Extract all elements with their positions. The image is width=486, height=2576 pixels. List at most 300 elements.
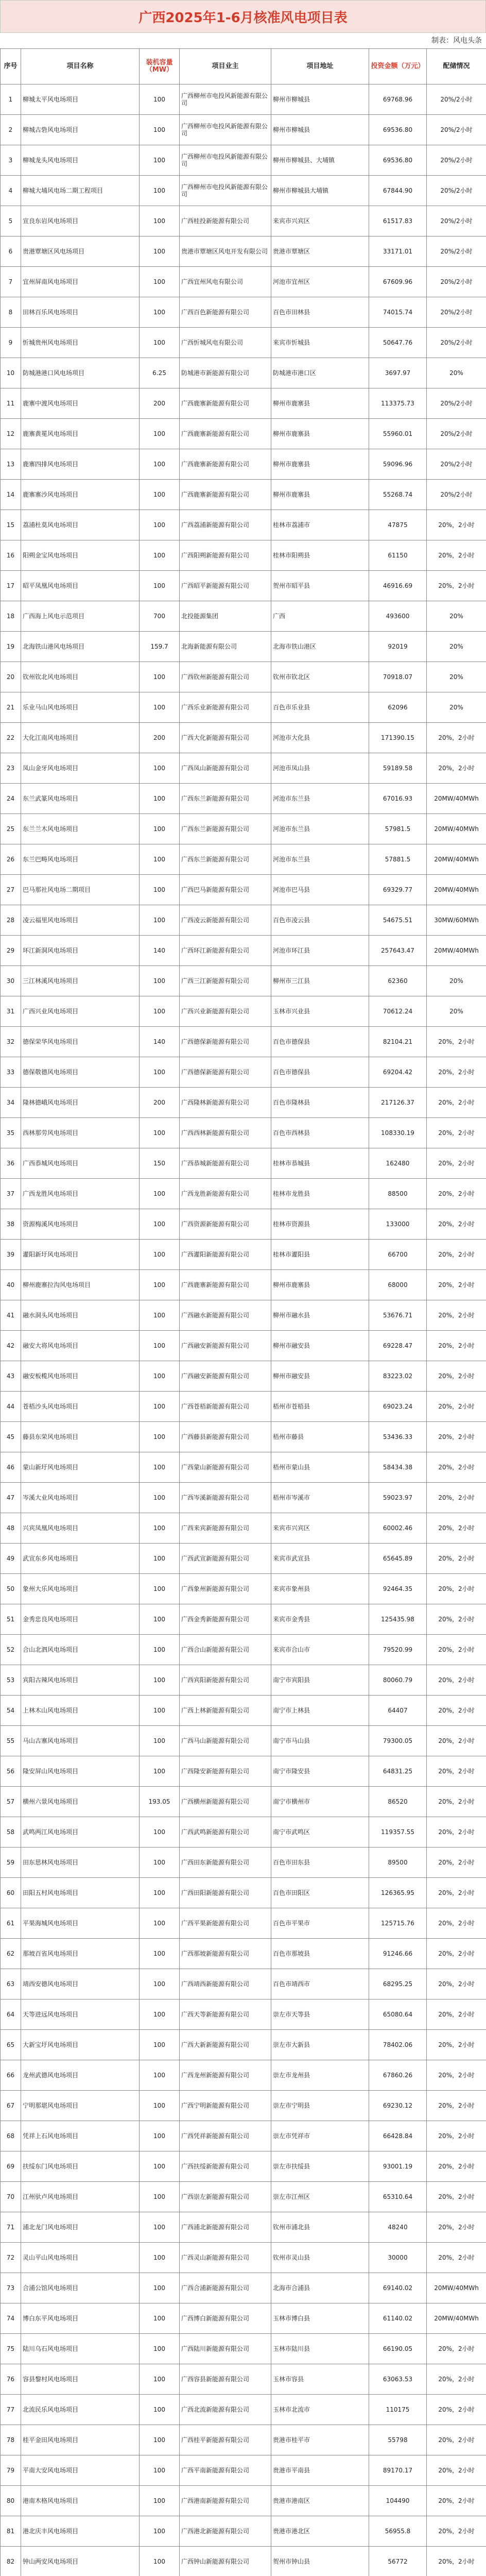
storage-cell: 20%，2小时 [427,2364,486,2395]
owner-cell: 广西合浦新能源有限公司 [180,2273,271,2303]
location-cell: 梧州市藤县 [271,1422,369,1452]
storage-cell: 20%/2小时 [427,449,486,480]
investment-cell: 48240 [369,2212,427,2243]
storage-cell: 20%，2小时 [427,1696,486,1726]
project-name-cell: 广西兴业风电场项目 [21,996,140,1027]
location-cell: 梧州市岑溪市 [271,1483,369,1513]
storage-cell: 20% [427,966,486,996]
owner-cell: 广西恭城新能源有限公司 [180,1148,271,1179]
location-cell: 百色市靖西市 [271,1969,369,1999]
storage-cell: 20% [427,632,486,662]
location-cell: 百色市田东县 [271,1848,369,1878]
capacity-cell: 100 [140,1574,180,1604]
capacity-cell: 100 [140,1665,180,1696]
owner-cell: 广西苍梧新能源有限公司 [180,1392,271,1422]
owner-cell: 广西龙州新能源有限公司 [180,2060,271,2091]
owner-cell: 广西武鸣新能源有限公司 [180,1817,271,1848]
table-row [1,2395,486,2425]
location-cell: 贵港市港北区 [271,2516,369,2547]
capacity-cell: 100 [140,1969,180,1999]
capacity-cell: 100 [140,2060,180,2091]
investment-cell: 133000 [369,1209,427,1240]
owner-cell: 广西环江新能源有限公司 [180,936,271,966]
project-name-cell: 武宣东乡风电场项目 [21,1544,140,1574]
location-cell: 河池市巴马县 [271,875,369,905]
table-row [1,1604,486,1635]
project-name-cell: 隆安屏山风电场项目 [21,1756,140,1787]
table-row [1,358,486,388]
owner-cell: 广西博白新能源有限公司 [180,2303,271,2334]
storage-cell: 20%，2小时 [427,1513,486,1544]
capacity-cell: 100 [140,1696,180,1726]
project-name-cell: 北海铁山港风电场项目 [21,632,140,662]
row-index-cell: 8 [1,297,21,328]
investment-cell: 62360 [369,966,427,996]
capacity-cell: 159.7 [140,632,180,662]
project-name-cell: 东兰兰木风电场项目 [21,814,140,844]
table-row [1,1878,486,1908]
row-index-cell: 7 [1,267,21,297]
owner-cell: 广西宜州风电有限公司 [180,267,271,297]
row-index-cell: 50 [1,1574,21,1604]
storage-cell: 20%，2小时 [427,1999,486,2030]
project-name-cell: 灌阳新圩风电场项目 [21,1240,140,1270]
location-cell: 玉林市北流市 [271,2395,369,2425]
table-row [1,388,486,419]
investment-cell: 53676.71 [369,1300,427,1331]
capacity-cell: 100 [140,1848,180,1878]
owner-cell: 广西灌阳新能源有限公司 [180,1240,271,1270]
investment-cell: 69230.12 [369,2091,427,2121]
investment-cell: 59023.97 [369,1483,427,1513]
storage-cell: 20%，2小时 [427,1969,486,1999]
project-name-cell: 德保敬德风电场项目 [21,1057,140,1088]
table-row [1,480,486,510]
capacity-cell: 100 [140,1240,180,1270]
row-index-cell: 64 [1,1999,21,2030]
table-row [1,1240,486,1270]
project-name-cell: 三江林溪风电场项目 [21,966,140,996]
owner-cell: 广西东兰新能源有限公司 [180,844,271,875]
header-cell: 项目名称 [21,49,140,84]
project-name-cell: 港北庆丰风电场项目 [21,2516,140,2547]
storage-cell: 20% [427,692,486,723]
row-index-cell: 3 [1,145,21,176]
location-cell: 崇左市大新县 [271,2030,369,2060]
row-index-cell: 44 [1,1392,21,1422]
row-index-cell: 66 [1,2060,21,2091]
investment-cell: 62096 [369,692,427,723]
location-cell: 桂林市阳朔县 [271,540,369,571]
investment-cell: 59096.96 [369,449,427,480]
project-name-cell: 凤山金牙风电场项目 [21,753,140,784]
capacity-cell: 100 [140,2151,180,2182]
capacity-cell: 100 [140,2182,180,2212]
storage-cell: 20%，2小时 [427,1331,486,1361]
owner-cell: 广西宁明新能源有限公司 [180,2091,271,2121]
capacity-cell: 700 [140,601,180,632]
investment-cell: 47875 [369,510,427,540]
owner-cell: 广西凌云新能源有限公司 [180,905,271,936]
investment-cell: 257643.47 [369,936,427,966]
row-index-cell: 15 [1,510,21,540]
investment-cell: 79300.05 [369,1726,427,1756]
row-index-cell: 14 [1,480,21,510]
capacity-cell: 100 [140,1118,180,1148]
location-cell: 柳州市融安县 [271,1361,369,1392]
owner-cell: 广西德保新能源有限公司 [180,1027,271,1057]
owner-cell: 广西鹿寨新能源有限公司 [180,449,271,480]
location-cell: 百色市乐业县 [271,692,369,723]
table-row [1,844,486,875]
location-cell: 梧州市苍梧县 [271,1392,369,1422]
row-index-cell: 11 [1,388,21,419]
investment-cell: 60002.46 [369,1513,427,1544]
investment-cell: 61517.83 [369,206,427,236]
investment-cell: 74015.74 [369,297,427,328]
table-row [1,1939,486,1969]
location-cell: 柳州市柳城县、大埔镇 [271,145,369,176]
storage-cell: 20%，2小时 [427,2030,486,2060]
location-cell: 百色市田林县 [271,297,369,328]
row-index-cell: 10 [1,358,21,388]
investment-cell: 88500 [369,1179,427,1209]
investment-cell: 493600 [369,601,427,632]
storage-cell: 20%，2小时 [427,1908,486,1939]
storage-cell: 20%，2小时 [427,1148,486,1179]
storage-cell: 20%，2小时 [427,2121,486,2151]
project-name-cell: 港南木格风电场项目 [21,2486,140,2516]
owner-cell: 广西百色新能源有限公司 [180,297,271,328]
capacity-cell: 140 [140,1027,180,1057]
location-cell: 百色市平果市 [271,1908,369,1939]
storage-cell: 20%，2小时 [427,1452,486,1483]
owner-cell: 广西融水新能源有限公司 [180,1300,271,1331]
table-row [1,145,486,176]
owner-cell: 广西三江新能源有限公司 [180,966,271,996]
location-cell: 钦州市钦北区 [271,662,369,692]
row-index-cell: 39 [1,1240,21,1270]
project-name-cell: 武鸣两江风电场项目 [21,1817,140,1848]
project-name-cell: 上林木山风电场项目 [21,1696,140,1726]
investment-cell: 79520.99 [369,1635,427,1665]
storage-cell: 20MW/40MWh [427,936,486,966]
project-name-cell: 天等进远风电场项目 [21,1999,140,2030]
capacity-cell: 100 [140,2030,180,2060]
storage-cell: 20%/2小时 [427,236,486,267]
project-name-cell: 横州六景风电场项目 [21,1787,140,1817]
storage-cell: 20%，2小时 [427,2334,486,2364]
row-index-cell: 37 [1,1179,21,1209]
capacity-cell: 100 [140,1726,180,1756]
owner-cell: 广西田东新能源有限公司 [180,1848,271,1878]
table-row [1,601,486,632]
investment-cell: 58434.38 [369,1452,427,1483]
row-index-cell: 25 [1,814,21,844]
storage-cell: 20MW/40MWh [427,844,486,875]
row-index-cell: 58 [1,1817,21,1848]
capacity-cell: 200 [140,388,180,419]
investment-cell: 55798 [369,2425,427,2455]
storage-cell: 20%，2小时 [427,1422,486,1452]
project-name-cell: 象州大乐风电场项目 [21,1574,140,1604]
project-name-cell: 鹿寨四排风电场项目 [21,449,140,480]
table-row [1,1300,486,1331]
table-row [1,1057,486,1088]
owner-cell: 广西昭平新能源有限公司 [180,571,271,601]
table-row [1,236,486,267]
investment-cell: 89170.17 [369,2455,427,2486]
owner-cell: 广西灵山新能源有限公司 [180,2243,271,2273]
project-name-cell: 江州驮卢风电场项目 [21,2182,140,2212]
storage-cell: 20%，2小时 [427,1726,486,1756]
project-name-cell: 大化江南风电场项目 [21,723,140,753]
investment-cell: 171390.15 [369,723,427,753]
project-name-cell: 鹿寨中渡风电场项目 [21,388,140,419]
project-name-cell: 灵山平山风电场项目 [21,2243,140,2273]
storage-cell: 20%，2小时 [427,1604,486,1635]
project-name-cell: 柳城龙头风电场项目 [21,145,140,176]
capacity-cell: 100 [140,236,180,267]
table-row [1,1574,486,1604]
location-cell: 北海市合浦县 [271,2273,369,2303]
row-index-cell: 62 [1,1939,21,1969]
owner-cell: 广西宾阳新能源有限公司 [180,1665,271,1696]
project-name-cell: 融安板榄风电场项目 [21,1361,140,1392]
investment-cell: 61150 [369,540,427,571]
storage-cell: 20%，2小时 [427,2060,486,2091]
capacity-cell: 100 [140,2303,180,2334]
location-cell: 百色市德保县 [271,1027,369,1057]
capacity-cell: 100 [140,2121,180,2151]
table-row [1,419,486,449]
storage-cell: 20%，2小时 [427,1240,486,1270]
owner-cell: 广西隆安新能源有限公司 [180,1756,271,1787]
owner-cell: 广西象州新能源有限公司 [180,1574,271,1604]
project-name-cell: 防城港港口风电场项目 [21,358,140,388]
storage-cell: 20%，2小时 [427,2243,486,2273]
project-name-cell: 田阳五村风电场项目 [21,1878,140,1908]
capacity-cell: 100 [140,1635,180,1665]
storage-cell: 20%，2小时 [427,1483,486,1513]
capacity-cell: 100 [140,2455,180,2486]
owner-cell: 广西融安新能源有限公司 [180,1361,271,1392]
capacity-cell: 100 [140,1604,180,1635]
row-index-cell: 42 [1,1331,21,1361]
owner-cell: 广西合山新能源有限公司 [180,1635,271,1665]
investment-cell: 63063.53 [369,2364,427,2395]
storage-cell: 20%，2小时 [427,2151,486,2182]
project-name-cell: 扶绥东门风电场项目 [21,2151,140,2182]
storage-cell: 20%，2小时 [427,2425,486,2455]
table-row [1,966,486,996]
table-row [1,176,486,206]
row-index-cell: 56 [1,1756,21,1787]
header-cell: 项目业主 [180,49,271,84]
table-row [1,814,486,844]
row-index-cell: 9 [1,328,21,358]
capacity-cell: 100 [140,1483,180,1513]
capacity-cell: 100 [140,2486,180,2516]
location-cell: 河池市凤山县 [271,753,369,784]
capacity-cell: 100 [140,1179,180,1209]
location-cell: 贵港市港南区 [271,2486,369,2516]
row-index-cell: 41 [1,1300,21,1331]
owner-cell: 广西港南新能源有限公司 [180,2486,271,2516]
capacity-cell: 100 [140,2364,180,2395]
location-cell: 桂林市龙胜县 [271,1179,369,1209]
location-cell: 贵港市桂平市 [271,2425,369,2455]
investment-cell: 64831.25 [369,1756,427,1787]
location-cell: 柳州市鹿寨县 [271,449,369,480]
owner-cell: 广西金秀新能源有限公司 [180,1604,271,1635]
location-cell: 河池市东兰县 [271,784,369,814]
table-row [1,1696,486,1726]
storage-cell: 20%，2小时 [427,753,486,784]
location-cell: 玉林市兴业县 [271,996,369,1027]
investment-cell: 125715.76 [369,1908,427,1939]
location-cell: 崇左市宁明县 [271,2091,369,2121]
table-row [1,1270,486,1300]
project-name-cell: 荔浦杜莫风电场项目 [21,510,140,540]
capacity-cell: 100 [140,662,180,692]
project-name-cell: 浦北龙门风电场项目 [21,2212,140,2243]
investment-cell: 110175 [369,2395,427,2425]
owner-cell: 广西钦州新能源有限公司 [180,662,271,692]
owner-cell: 广西柳州市电投风新能源有限公司 [180,176,271,206]
table-row [1,267,486,297]
capacity-cell: 100 [140,875,180,905]
location-cell: 贵港市平南县 [271,2455,369,2486]
storage-cell: 20% [427,601,486,632]
storage-cell: 20%，2小时 [427,2486,486,2516]
capacity-cell: 100 [140,753,180,784]
storage-cell: 20%，2小时 [427,571,486,601]
storage-cell: 20%，2小时 [427,723,486,753]
capacity-cell: 100 [140,176,180,206]
owner-cell: 广西鹿寨新能源有限公司 [180,388,271,419]
investment-cell: 217126.37 [369,1088,427,1118]
capacity-cell: 100 [140,996,180,1027]
owner-cell: 北海新能源有限公司 [180,632,271,662]
row-index-cell: 27 [1,875,21,905]
owner-cell: 广西钟山新能源有限公司 [180,2547,271,2576]
investment-cell: 69768.96 [369,84,427,115]
storage-cell: 20%，2小时 [427,1939,486,1969]
table-row [1,1817,486,1848]
storage-cell: 20% [427,662,486,692]
owner-cell: 广西横州新能源有限公司 [180,1787,271,1817]
location-cell: 崇左市龙州县 [271,2060,369,2091]
project-name-cell: 德保荣华风电场项目 [21,1027,140,1057]
table-row [1,2091,486,2121]
row-index-cell: 72 [1,2243,21,2273]
investment-cell: 82104.21 [369,1027,427,1057]
row-index-cell: 74 [1,2303,21,2334]
capacity-cell: 100 [140,2091,180,2121]
location-cell: 柳州市融安县 [271,1331,369,1361]
row-index-cell: 81 [1,2516,21,2547]
capacity-cell: 100 [140,267,180,297]
location-cell: 河池市东兰县 [271,814,369,844]
location-cell: 来宾市合山市 [271,1635,369,1665]
capacity-cell: 100 [140,1817,180,1848]
capacity-cell: 100 [140,1209,180,1240]
capacity-cell: 100 [140,510,180,540]
location-cell: 南宁市宾阳县 [271,1665,369,1696]
investment-cell: 67609.96 [369,267,427,297]
table-row [1,1635,486,1665]
storage-cell: 20%/2小时 [427,145,486,176]
project-name-cell: 东兰巴畴风电场项目 [21,844,140,875]
header-cell: 序号 [1,49,21,84]
owner-cell: 广西平果新能源有限公司 [180,1908,271,1939]
storage-cell: 20%，2小时 [427,540,486,571]
location-cell: 防城港市港口区 [271,358,369,388]
row-index-cell: 79 [1,2455,21,2486]
location-cell: 钦州市灵山县 [271,2243,369,2273]
storage-cell: 20%，2小时 [427,510,486,540]
table-row [1,297,486,328]
row-index-cell: 26 [1,844,21,875]
capacity-cell: 100 [140,84,180,115]
investment-cell: 68000 [369,1270,427,1300]
investment-cell: 69228.47 [369,1331,427,1361]
investment-cell: 59189.58 [369,753,427,784]
owner-cell: 广西柳州市电投风新能源有限公司 [180,84,271,115]
storage-cell: 20%/2小时 [427,388,486,419]
storage-cell: 20%/2小时 [427,206,486,236]
row-index-cell: 31 [1,996,21,1027]
investment-cell: 69536.80 [369,145,427,176]
project-name-cell: 北流民乐风电场项目 [21,2395,140,2425]
table-row [1,632,486,662]
table-row [1,1148,486,1179]
owner-cell: 广西藤县新能源有限公司 [180,1422,271,1452]
location-cell: 崇左市扶绥县 [271,2151,369,2182]
location-cell: 柳州市鹿寨县 [271,1270,369,1300]
table-row [1,2030,486,2060]
investment-cell: 64407 [369,1696,427,1726]
row-index-cell: 30 [1,966,21,996]
storage-cell: 20%，2小时 [427,1665,486,1696]
project-name-cell: 鹿寨黄冕风电场项目 [21,419,140,449]
table-row [1,1483,486,1513]
owner-cell: 广西靖西新能源有限公司 [180,1969,271,1999]
investment-cell: 93001.19 [369,2151,427,2182]
owner-cell: 广西来宾新能源有限公司 [180,1513,271,1544]
investment-cell: 113375.73 [369,388,427,419]
investment-cell: 92464.35 [369,1574,427,1604]
owner-cell: 广西扶绥新能源有限公司 [180,2151,271,2182]
row-index-cell: 16 [1,540,21,571]
table-row [1,936,486,966]
storage-cell: 20%，2小时 [427,2182,486,2212]
location-cell: 贵港市覃塘区 [271,236,369,267]
owner-cell: 广西龙胜新能源有限公司 [180,1179,271,1209]
row-index-cell: 68 [1,2121,21,2151]
capacity-cell: 100 [140,1300,180,1331]
owner-cell: 广西港北新能源有限公司 [180,2516,271,2547]
owner-cell: 广西崇左新能源有限公司 [180,2182,271,2212]
owner-cell: 广西那坡新能源有限公司 [180,1939,271,1969]
project-name-cell: 环江新洞风电场项目 [21,936,140,966]
table-row [1,692,486,723]
storage-cell: 20%，2小时 [427,2547,486,2576]
investment-cell: 65645.89 [369,1544,427,1574]
project-name-cell: 阳朔金宝风电场项目 [21,540,140,571]
location-cell: 桂林市资源县 [271,1209,369,1240]
